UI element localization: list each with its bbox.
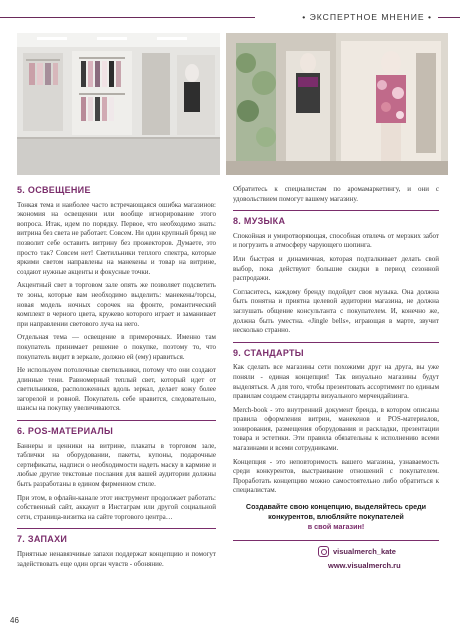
instagram-row[interactable] <box>318 546 440 557</box>
social-block <box>318 546 440 570</box>
store-interior-illustration <box>17 33 220 175</box>
section-8-paragraph-2: Или быстрая и динамичная, которая подталкивает делать свой выбор, пока действуют большие скидки в период сезонной распродажи. <box>233 254 439 283</box>
left-column <box>17 186 216 573</box>
header-rule-right <box>438 17 460 18</box>
bottom-divider <box>233 540 439 541</box>
section-8-paragraph-3: Согласитесь, каждому бренду подойдет своя музыка. Она должна быть понятна и приятна целевой аудитории магазина, не должна заглушать общение консультанта с покупателем. И, конечно же, должна быть уместна. «Jingle bells», играющая в марте, звучит несколько странно. <box>233 287 439 335</box>
section-5-title: 5. ОСВЕЩЕНИЕ <box>17 185 91 195</box>
section-5-paragraph-3: Отдельная тема — освещение в примерочных. Именно там покупатель принимает решение о покупке, поэтому то, что покупатель видит в зеркале, должно ей (ему) нравиться. <box>17 333 216 361</box>
section-5-paragraph-1: Тонкая тема и наиболее часто встречающаяся ошибка магазинов: экономия на освещении или вообще игнорирование этого вопроса. Итак, идем по порядку. Первое, что необходимо знать: витрина без света не работает. Совсем. Ни один крупный бренд не позволит себе оставить витрину без прожекторов. Думаете, это просто так? Совсем нет! Светильники теплого спектра, которые яркими светом направлены на манекены и товар на витрине, создают нужные акценты и фокусные точки. <box>17 200 216 276</box>
section-6-title: 6. POS-МАТЕРИАЛЫ <box>17 426 114 437</box>
page-number: 46 <box>10 616 19 625</box>
section-9-paragraph-1: Как сделать все магазины сети похожими друг на друга, вы уже поняли - единая концепция! Так визуально магазины будут выделяться. А для того, чтобы презентовать ассортимент по единым правилам создаем стандарты визуального мерчендайзинга. <box>233 363 439 401</box>
section-7-title: 7. ЗАПАХИ <box>17 534 68 545</box>
instagram-icon <box>318 546 329 557</box>
page-header <box>0 0 460 34</box>
callout-line-1: Создавайте свою концепцию, выделяйтесь среди <box>245 502 427 512</box>
section-5-paragraph-4: Не используем потолочные светильники, потому что они создают длинные тени. Равномерный теплый свет, который идет от светильников, расположенных вдоль зеркал, делает кожу более загорелой и ровной. Покупатель себе нравится, следовательно, шансы на покупку увеличиваются. <box>17 366 216 413</box>
section-label: • ЭКСПЕРТНОЕ МНЕНИЕ • <box>298 12 436 22</box>
window-display-illustration <box>226 33 448 175</box>
section-divider <box>17 528 216 529</box>
store-interior-photo <box>17 33 220 175</box>
intro-paragraph: Обратитесь к специалистам по аромамаркетингу, и они с удовольствием помогут вашему магазину. <box>233 185 439 203</box>
section-5-paragraph-2: Акцентный свет в торговом зале опять же позволяет подсветить те зоны, которые вам необходимо выделить: манекены/торсы, новая модель ночных сорочек на фронте, романтический комплект в черного цвета, кружево которого играет и заманивает при направлении светового луча на него. <box>17 281 216 328</box>
section-6-paragraph-1: Баннеры и ценники на витрине, плакаты в торговом зале, таблички на оборудовании, пакеты, купоны, подарочные сертификаты, надписи о необходимости надеть маску в кармине и любые другие текстовые послания для вашей аудитории должны быть разработаны в едином фирменном стиле. <box>17 441 216 489</box>
right-column <box>233 185 439 532</box>
callout-quote <box>233 502 439 532</box>
section-9-paragraph-3: Концепция - это неповторимость вашего магазина, узнаваемость среди конкурентов, выстраивание отношений с покупателем. Проработать концепцию можно самостоятельно либо обратиться к специалистам. <box>233 457 439 495</box>
callout-line-2: конкурентов, влюбляйте покупателей <box>268 512 404 522</box>
window-display-photo <box>226 33 448 175</box>
callout-line-3: в свой магазин! <box>307 522 365 532</box>
section-9-title: 9. СТАНДАРТЫ <box>233 347 304 358</box>
section-9-paragraph-2: Merch-book - это внутренний документ бренда, в котором описаны правила оформления витрин, манекенов и POS-материалов, зонирования, размещения оборудования и раскладки, презентации товара и эстетики. Эти правила обязательны к исполнению всеми магазинами и всеми сотрудниками. <box>233 405 439 453</box>
section-6-paragraph-2: При этом, в офлайн-канале этот инструмент продолжает работать: собственный сайт, аккаунт в Инстаграм или другой социальной сети, страница-визитка на сайте торгового центра… <box>17 493 216 521</box>
section-divider <box>17 420 216 421</box>
instagram-handle[interactable]: visualmerch_kate <box>333 547 396 556</box>
header-rule-left <box>0 17 255 18</box>
section-divider <box>233 342 439 343</box>
section-8-title: 8. МУЗЫКА <box>233 216 286 227</box>
website-link[interactable]: www.visualmerch.ru <box>328 561 401 570</box>
section-8-paragraph-1: Спокойная и умиротворяющая, способная отвлечь от мерзких забот и погрузить в атмосферу чарующего шопинга. <box>233 231 439 250</box>
section-divider <box>233 210 439 211</box>
section-7-paragraph-1: Приятные ненавязчивые запахи поддержат концепцию и помогут задействовать еще один орган чувств - обоняние. <box>17 550 216 568</box>
